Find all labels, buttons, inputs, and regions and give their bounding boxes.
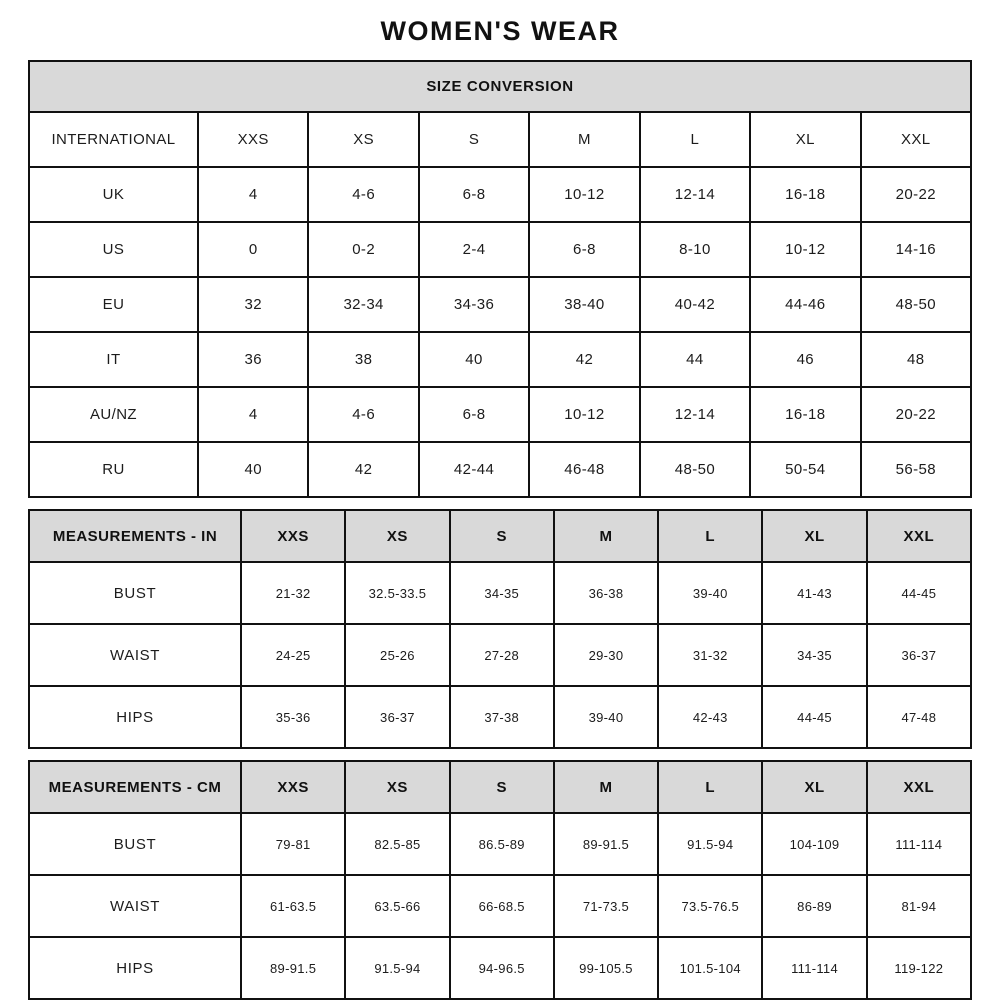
column-header-size: M xyxy=(554,761,658,813)
table-row xyxy=(29,937,971,999)
value-cell: 42-44 xyxy=(419,442,529,497)
value-cell: 4 xyxy=(198,387,308,442)
value-cell: 34-36 xyxy=(419,277,529,332)
value-cell: 91.5-94 xyxy=(658,813,762,875)
row-label: BUST xyxy=(29,562,241,624)
value-cell: 27-28 xyxy=(450,624,554,686)
table-title: MEASUREMENTS - CM xyxy=(29,761,241,813)
row-label: RU xyxy=(29,442,198,497)
table-row xyxy=(29,813,971,875)
column-header-size: XS xyxy=(345,510,449,562)
value-cell: 4-6 xyxy=(308,387,418,442)
value-cell: 4 xyxy=(198,167,308,222)
value-cell: 34-35 xyxy=(450,562,554,624)
size-conversion-banner-row xyxy=(29,61,971,112)
value-cell: 119-122 xyxy=(867,937,971,999)
column-header-size: S xyxy=(450,761,554,813)
size-conversion-table xyxy=(28,60,972,498)
table-row xyxy=(29,332,971,387)
value-cell: 111-114 xyxy=(762,937,866,999)
column-header-size: XXL xyxy=(861,112,971,167)
value-cell: 12-14 xyxy=(640,167,750,222)
value-cell: 39-40 xyxy=(658,562,762,624)
value-cell: 24-25 xyxy=(241,624,345,686)
value-cell: 86-89 xyxy=(762,875,866,937)
value-cell: 48-50 xyxy=(640,442,750,497)
value-cell: 44 xyxy=(640,332,750,387)
value-cell: 36-37 xyxy=(867,624,971,686)
table-row xyxy=(29,624,971,686)
value-cell: 44-45 xyxy=(867,562,971,624)
value-cell: 82.5-85 xyxy=(345,813,449,875)
value-cell: 20-22 xyxy=(861,167,971,222)
value-cell: 10-12 xyxy=(529,387,639,442)
value-cell: 6-8 xyxy=(529,222,639,277)
value-cell: 73.5-76.5 xyxy=(658,875,762,937)
value-cell: 56-58 xyxy=(861,442,971,497)
value-cell: 48 xyxy=(861,332,971,387)
value-cell: 46 xyxy=(750,332,860,387)
column-header-size: M xyxy=(554,510,658,562)
value-cell: 29-30 xyxy=(554,624,658,686)
value-cell: 32-34 xyxy=(308,277,418,332)
value-cell: 39-40 xyxy=(554,686,658,748)
value-cell: 42 xyxy=(308,442,418,497)
value-cell: 40 xyxy=(198,442,308,497)
column-header-size: XS xyxy=(345,761,449,813)
column-header-size: L xyxy=(640,112,750,167)
value-cell: 6-8 xyxy=(419,387,529,442)
column-header-size: XXS xyxy=(198,112,308,167)
value-cell: 91.5-94 xyxy=(345,937,449,999)
table-row xyxy=(29,875,971,937)
value-cell: 47-48 xyxy=(867,686,971,748)
value-cell: 48-50 xyxy=(861,277,971,332)
value-cell: 0 xyxy=(198,222,308,277)
value-cell: 66-68.5 xyxy=(450,875,554,937)
value-cell: 8-10 xyxy=(640,222,750,277)
column-header-size: L xyxy=(658,761,762,813)
column-header-size: XXL xyxy=(867,510,971,562)
value-cell: 46-48 xyxy=(529,442,639,497)
value-cell: 86.5-89 xyxy=(450,813,554,875)
column-header-size: XXL xyxy=(867,761,971,813)
measurements-cm-table xyxy=(28,760,972,1000)
value-cell: 37-38 xyxy=(450,686,554,748)
row-label: AU/NZ xyxy=(29,387,198,442)
value-cell: 101.5-104 xyxy=(658,937,762,999)
value-cell: 16-18 xyxy=(750,167,860,222)
value-cell: 42 xyxy=(529,332,639,387)
measurements-in-table xyxy=(28,509,972,749)
value-cell: 34-35 xyxy=(762,624,866,686)
value-cell: 50-54 xyxy=(750,442,860,497)
value-cell: 36 xyxy=(198,332,308,387)
value-cell: 0-2 xyxy=(308,222,418,277)
value-cell: 32.5-33.5 xyxy=(345,562,449,624)
value-cell: 42-43 xyxy=(658,686,762,748)
column-header-size: S xyxy=(450,510,554,562)
column-header-size: XL xyxy=(750,112,860,167)
value-cell: 104-109 xyxy=(762,813,866,875)
column-header-size: XXS xyxy=(241,510,345,562)
value-cell: 31-32 xyxy=(658,624,762,686)
value-cell: 40 xyxy=(419,332,529,387)
table-row xyxy=(29,442,971,497)
value-cell: 16-18 xyxy=(750,387,860,442)
value-cell: 10-12 xyxy=(750,222,860,277)
page-title: WOMEN'S WEAR xyxy=(380,16,620,46)
row-label: EU xyxy=(29,277,198,332)
row-label: WAIST xyxy=(29,624,241,686)
value-cell: 71-73.5 xyxy=(554,875,658,937)
column-header-row xyxy=(29,112,971,167)
value-cell: 2-4 xyxy=(419,222,529,277)
value-cell: 89-91.5 xyxy=(241,937,345,999)
column-header-size: L xyxy=(658,510,762,562)
row-label: HIPS xyxy=(29,686,241,748)
row-label: WAIST xyxy=(29,875,241,937)
value-cell: 79-81 xyxy=(241,813,345,875)
table-row xyxy=(29,277,971,332)
value-cell: 20-22 xyxy=(861,387,971,442)
value-cell: 41-43 xyxy=(762,562,866,624)
value-cell: 63.5-66 xyxy=(345,875,449,937)
row-label: BUST xyxy=(29,813,241,875)
table-row xyxy=(29,167,971,222)
value-cell: 99-105.5 xyxy=(554,937,658,999)
value-cell: 40-42 xyxy=(640,277,750,332)
row-label: US xyxy=(29,222,198,277)
value-cell: 14-16 xyxy=(861,222,971,277)
value-cell: 38 xyxy=(308,332,418,387)
value-cell: 25-26 xyxy=(345,624,449,686)
column-header-size: S xyxy=(419,112,529,167)
value-cell: 44-45 xyxy=(762,686,866,748)
column-header-size: XL xyxy=(762,761,866,813)
row-label: IT xyxy=(29,332,198,387)
column-header-size: M xyxy=(529,112,639,167)
row-label: HIPS xyxy=(29,937,241,999)
value-cell: 61-63.5 xyxy=(241,875,345,937)
value-cell: 44-46 xyxy=(750,277,860,332)
table-row xyxy=(29,562,971,624)
column-header-row xyxy=(29,510,971,562)
column-header-size: XXS xyxy=(241,761,345,813)
size-conversion-title: SIZE CONVERSION xyxy=(29,61,971,112)
row-label: UK xyxy=(29,167,198,222)
table-row xyxy=(29,686,971,748)
value-cell: 35-36 xyxy=(241,686,345,748)
value-cell: 36-38 xyxy=(554,562,658,624)
value-cell: 94-96.5 xyxy=(450,937,554,999)
value-cell: 36-37 xyxy=(345,686,449,748)
value-cell: 12-14 xyxy=(640,387,750,442)
column-header-row xyxy=(29,761,971,813)
value-cell: 10-12 xyxy=(529,167,639,222)
column-header-size: XS xyxy=(308,112,418,167)
value-cell: 6-8 xyxy=(419,167,529,222)
value-cell: 111-114 xyxy=(867,813,971,875)
column-header-label: INTERNATIONAL xyxy=(29,112,198,167)
value-cell: 32 xyxy=(198,277,308,332)
column-header-size: XL xyxy=(762,510,866,562)
value-cell: 38-40 xyxy=(529,277,639,332)
value-cell: 4-6 xyxy=(308,167,418,222)
value-cell: 21-32 xyxy=(241,562,345,624)
table-row xyxy=(29,222,971,277)
value-cell: 81-94 xyxy=(867,875,971,937)
table-row xyxy=(29,387,971,442)
value-cell: 89-91.5 xyxy=(554,813,658,875)
table-title: MEASUREMENTS - IN xyxy=(29,510,241,562)
